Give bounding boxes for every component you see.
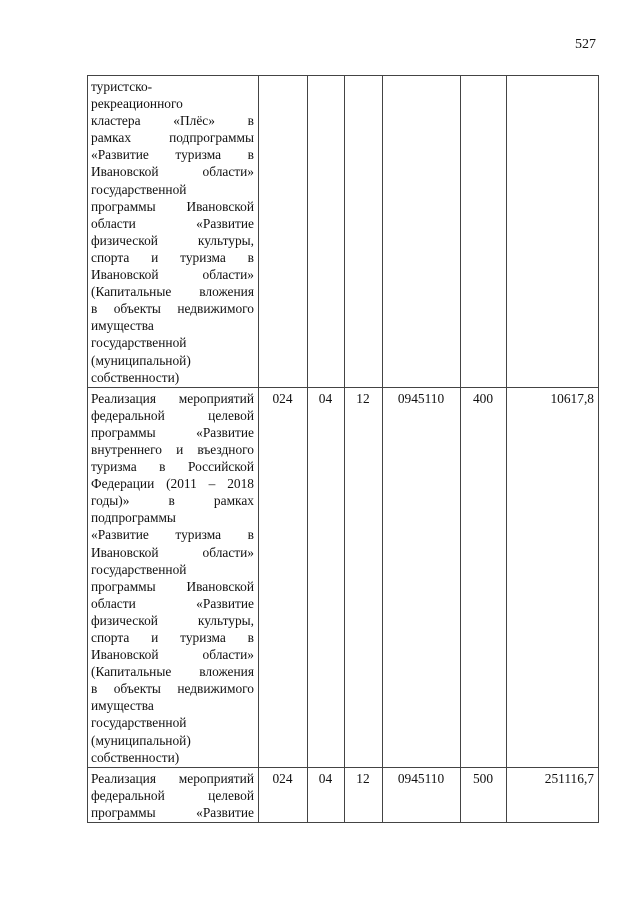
description-line: спорта и туризма в (91, 630, 254, 645)
description-line: «Развитие туризма в (91, 147, 254, 163)
description-line: годы)» в рамках (91, 493, 254, 509)
description-line: в объекты недвижимого (91, 681, 254, 697)
description-line: программы Ивановской (91, 198, 254, 214)
amount-cell (507, 76, 599, 388)
table-row (88, 767, 599, 822)
description-cell (88, 767, 259, 822)
description-line: государственной (91, 335, 187, 351)
description-line: имущества (91, 318, 154, 334)
section-code-cell: 04 (308, 767, 345, 822)
description-line: государственной (91, 181, 187, 197)
description-line: программы Ивановской (91, 578, 254, 594)
description-line: Ивановской области» (91, 267, 254, 283)
target-article-cell: 0945110 (383, 387, 461, 767)
description-line: Федерации (2011 – 2018 (91, 476, 254, 492)
target-article-cell: 0945110 (383, 767, 461, 822)
table-body (88, 76, 599, 823)
description-cell (88, 387, 259, 767)
amount-cell: 251116,7 (507, 767, 599, 822)
description-line: внутреннего и въездного (91, 441, 254, 457)
expense-type-cell (461, 76, 507, 388)
description-line: имущества (91, 698, 154, 714)
description-line: «Развитие туризма в (91, 527, 254, 543)
description-line: области «Развитие (91, 215, 254, 231)
description-line: туризма в Российской (91, 459, 254, 475)
description-line: спорта и туризма в (91, 249, 254, 265)
description-line: Ивановской области» (91, 544, 254, 560)
table-row (88, 387, 599, 767)
description-line: Ивановской области» (91, 164, 254, 180)
amount-cell: 10617,8 (507, 387, 599, 767)
ministry-code-cell: 024 (259, 387, 308, 767)
description-line: (муниципальной) (91, 352, 191, 368)
description-line: собственности) (91, 369, 180, 385)
table-row (88, 76, 599, 388)
description-line: рамках подпрограммы (91, 130, 254, 146)
description-line: физической культуры, (91, 232, 254, 248)
description-line: Реализация мероприятий (91, 770, 254, 786)
description-line: (Капитальные вложения (91, 664, 254, 680)
description-line: (Капитальные вложения (91, 284, 254, 300)
expense-type-cell: 400 (461, 387, 507, 767)
description-line: Реализация мероприятий (91, 390, 254, 406)
description-line: физической культуры, (91, 612, 254, 628)
description-line: туристско- (91, 79, 153, 94)
description-line: государственной (91, 715, 187, 731)
section-code-cell: 04 (308, 387, 345, 767)
description-line: федеральной целевой (91, 787, 254, 803)
subsection-code-cell: 12 (345, 387, 383, 767)
description-line: собственности) (91, 749, 180, 765)
description-line: Ивановской области» (91, 647, 254, 663)
description-line: подпрограммы (91, 510, 176, 526)
description-line: программы «Развитие (91, 424, 254, 440)
ministry-code-cell (259, 76, 308, 388)
description-line: федеральной целевой (91, 407, 254, 423)
description-line: рекреационного (91, 96, 183, 112)
subsection-code-cell (345, 76, 383, 388)
subsection-code-cell: 12 (345, 767, 383, 822)
description-line: (муниципальной) (91, 732, 191, 748)
section-code-cell (308, 76, 345, 388)
description-line: программы «Развитие (91, 804, 254, 820)
description-line: в объекты недвижимого (91, 301, 254, 317)
target-article-cell (383, 76, 461, 388)
description-line: государственной (91, 561, 187, 577)
description-line: области «Развитие (91, 595, 254, 611)
description-line: кластера «Плёс» в (91, 113, 254, 129)
expense-type-cell: 500 (461, 767, 507, 822)
description-cell (88, 76, 259, 388)
page-number: 527 (575, 37, 596, 52)
ministry-code-cell: 024 (259, 767, 308, 822)
budget-table (87, 75, 599, 823)
